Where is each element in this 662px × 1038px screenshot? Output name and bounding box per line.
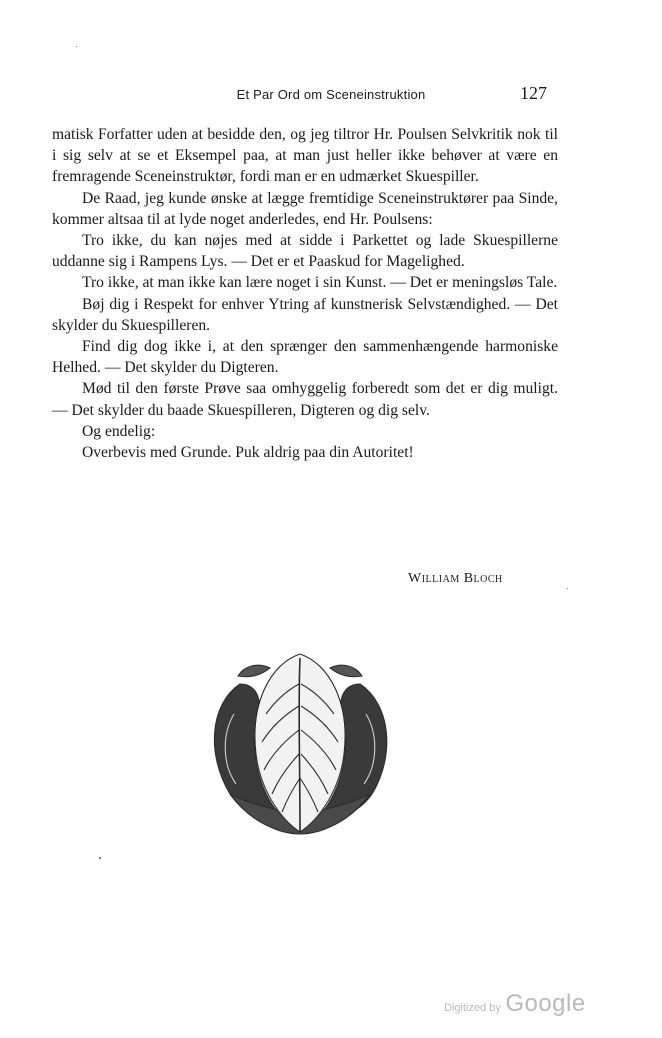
print-speck xyxy=(99,857,101,859)
paragraph: Overbevis med Grunde. Puk aldrig paa din Autoritet! xyxy=(82,444,414,462)
paragraph: Find dig dog ikke i, at den sprænger den sammenhængende harmoniske Helhed. — Det skylder du Digteren. xyxy=(52,338,558,377)
paragraph: Mød til den første Prøve saa omhyggelig forberedt som det er dig muligt. — Det skylder du baade Skuespilleren, Digteren og dig selv. xyxy=(52,380,558,419)
watermark-brand: Google xyxy=(505,990,586,1017)
paragraph: Bøj dig i Respekt for enhver Ytring af kunstnerisk Selvstændighed. — Det skylder du Skuespilleren. xyxy=(52,295,558,334)
header-title: Et Par Ord om Sceneinstruktion xyxy=(236,87,426,102)
print-speck xyxy=(76,46,77,47)
watermark-prefix: Digitized by xyxy=(444,1002,501,1014)
page-number: 127 xyxy=(520,83,547,103)
leaf-vignette-illustration xyxy=(200,644,400,840)
print-speck xyxy=(567,588,568,589)
digitized-by-google-watermark xyxy=(444,990,586,1018)
paragraph: Og endelig: xyxy=(82,422,156,440)
paragraph: Tro ikke, at man ikke kan lære noget i sin Kunst. — Det er meningsløs Tale. xyxy=(82,274,558,292)
body-text xyxy=(52,124,558,463)
paragraph: De Raad, jeg kunde ønske at lægge fremtidige Sceneinstruktører paa Sinde, kommer altsaa til at lyde noget anderledes, end Hr. Poulsens: xyxy=(52,189,558,228)
paragraph: Tro ikke, du kan nøjes med at sidde i Parkettet og lade Skuespillerne uddanne sig i Rampens Lys. — Det er et Paaskud for Magelighed. xyxy=(52,232,558,271)
paragraph: matisk Forfatter uden at besidde den, og jeg tiltror Hr. Poulsen Selvkritik nok til i sig selv at se et Eksempel paa, at man just heller ikke behøver at være en fremragende Sceneinstruktør, fordi man er en udmærket Skuespiller. xyxy=(52,126,558,186)
author-signature: William Bloch xyxy=(408,571,503,586)
